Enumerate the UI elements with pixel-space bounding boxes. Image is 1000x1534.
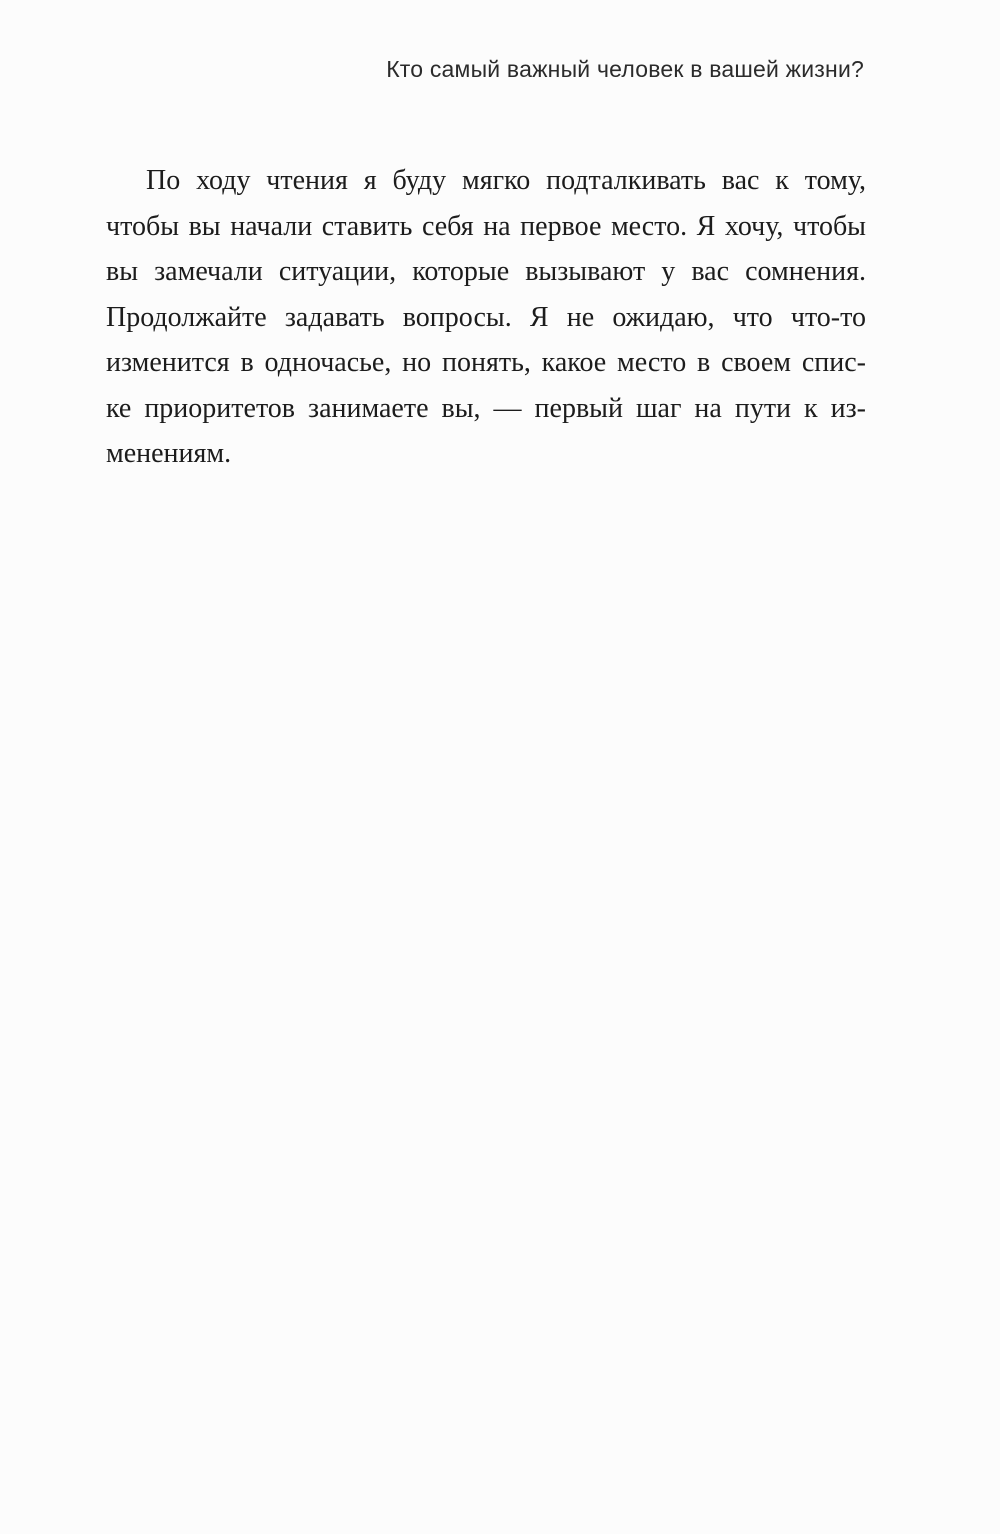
paragraph-line: менениям. bbox=[106, 438, 232, 469]
paragraph-line: По ходу чтения я буду мягко подталкивать вас к тому, bbox=[146, 165, 866, 196]
paragraph-line: ке приоритетов занимаете вы, — первый шаг на пути к из- bbox=[106, 392, 866, 424]
paragraph-line: Продолжайте задавать вопросы. Я не ожидаю, что что-то bbox=[106, 301, 866, 333]
running-head: Кто самый важный человек в вашей жизни? bbox=[386, 56, 864, 82]
paragraph bbox=[106, 158, 866, 477]
paragraph-line: вы замечали ситуации, которые вызывают у вас сомнения. bbox=[106, 256, 866, 287]
paragraph-line: чтобы вы начали ставить себя на первое место. Я хочу, чтобы bbox=[106, 210, 866, 242]
paragraph-line: изменится в одночасье, но понять, какое место в своем спис- bbox=[106, 347, 866, 378]
